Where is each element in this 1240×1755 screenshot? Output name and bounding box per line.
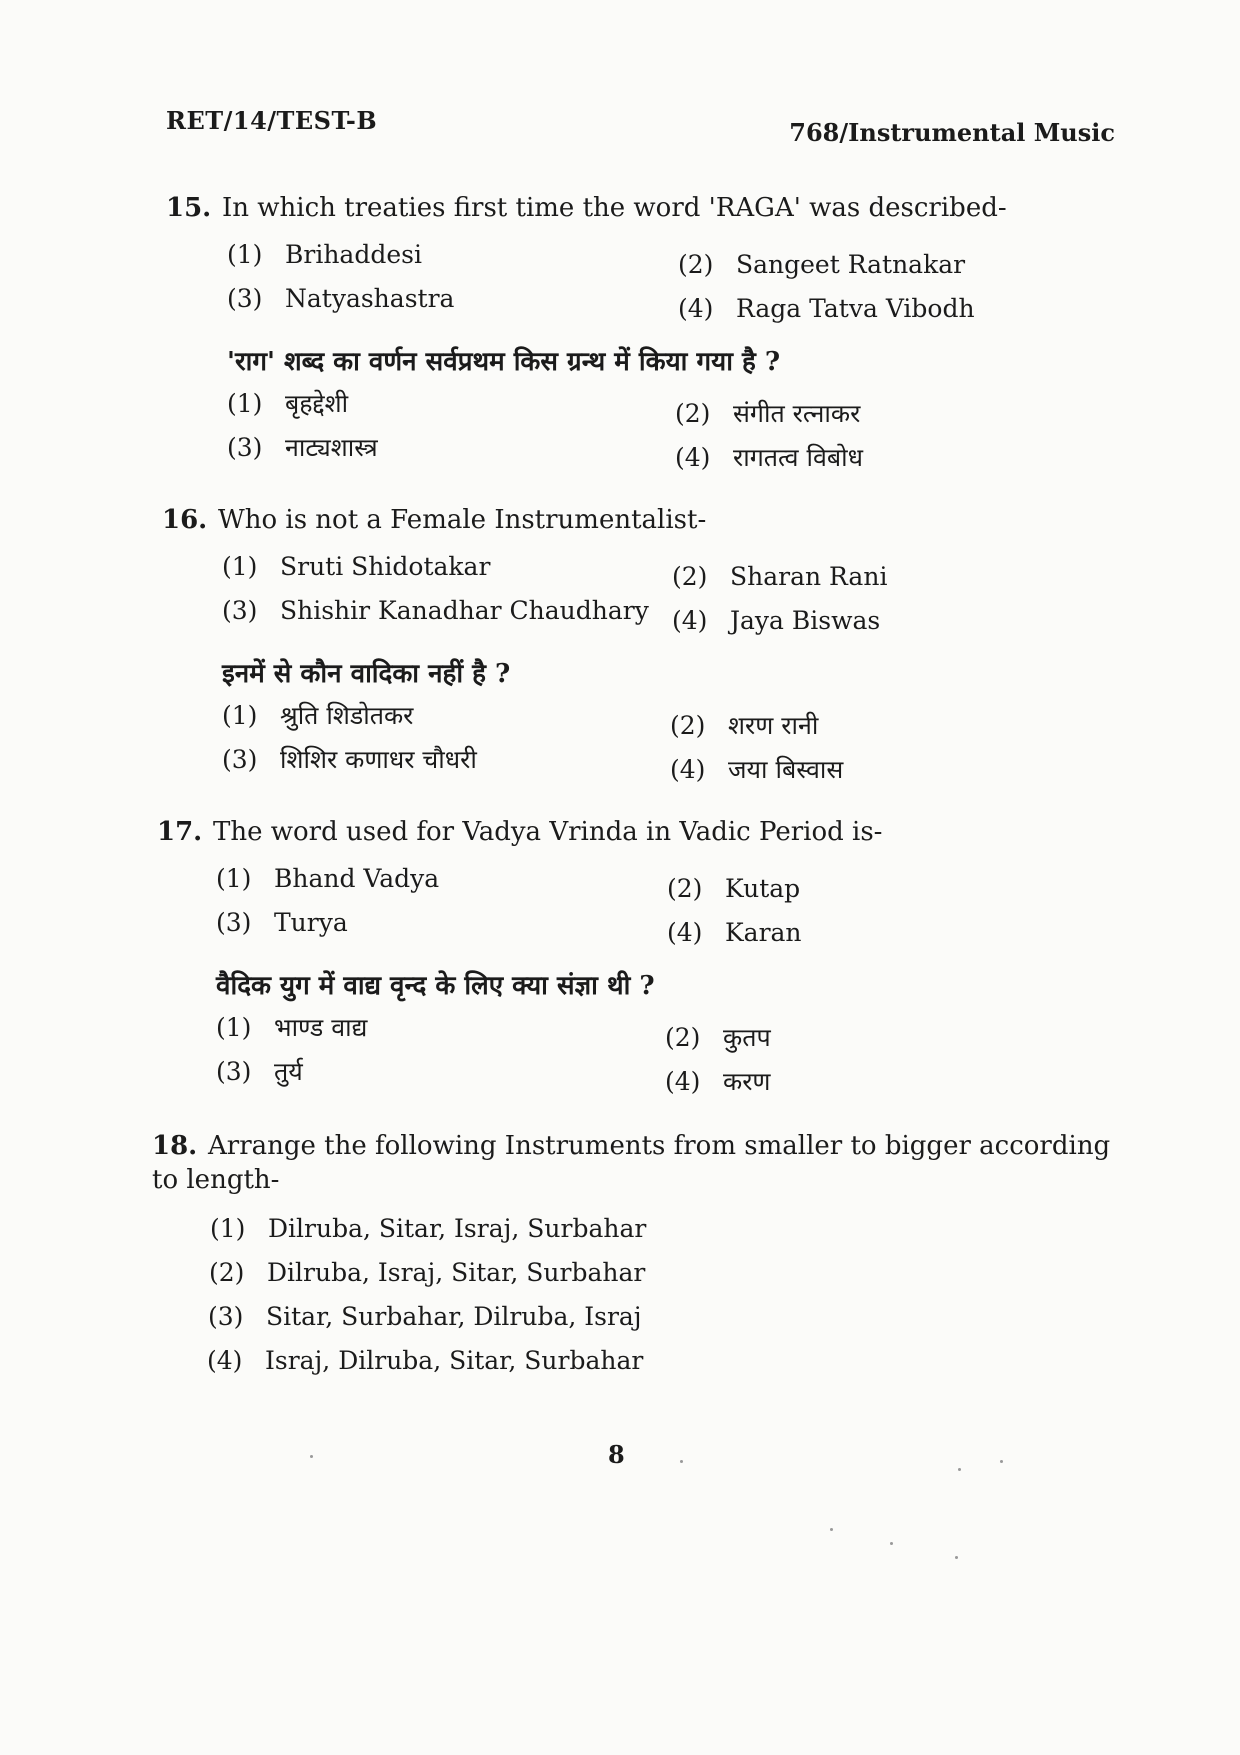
q16-hindi-text: इनमें से कौन वादिका नहीं है ? [222,659,511,689]
q15-hindi-option-2: (2) संगीत रत्नाकर [675,399,861,428]
header-left-code: RET/14/TEST-B [166,106,378,135]
scan-speck [890,1542,893,1545]
q16-hindi-option-4: (4) जया बिस्वास [670,755,844,784]
q15-hindi-option-4: (4) रागतत्व विबोध [675,443,863,472]
q16-option-2: (2) Sharan Rani [672,562,888,591]
scan-speck [1000,1460,1003,1463]
q17-hindi-option-2: (2) कुतप [665,1023,771,1052]
scan-speck [830,1528,833,1531]
question-number: 17. [157,817,203,847]
page-number: 8 [608,1440,625,1469]
q15-option-2: (2) Sangeet Ratnakar [678,250,966,279]
scan-speck [955,1556,958,1559]
header-right-subject: 768/Instrumental Music [789,118,1115,147]
q18-option-3: (3) Sitar, Surbahar, Dilruba, Israj [208,1302,642,1331]
q17-hindi-option-4: (4) करण [665,1067,771,1096]
question-text: Arrange the following Instruments from smaller to bigger according to length- [152,1131,1111,1195]
q15-hindi-option-1: (1) बृहद्देशी [227,389,349,418]
scan-speck [680,1460,683,1463]
q15-option-1: (1) Brihaddesi [227,240,422,269]
question-text: The word used for Vadya Vrinda in Vadic Period is- [213,817,883,847]
q15-option-4: (4) Raga Tatva Vibodh [678,294,975,323]
q17-hindi-option-1: (1) भाण्ड वाद्य [216,1013,368,1042]
q15-hindi-option-3: (3) नाट्यशास्त्र [227,433,378,462]
q17-hindi-text: वैदिक युग में वाद्य वृन्द के लिए क्या संज्ञा थी ? [216,971,655,1001]
q18-option-4: (4) Israj, Dilruba, Sitar, Surbahar [207,1346,644,1375]
q17-option-4: (4) Karan [667,918,802,947]
q15-hindi-text: 'राग' शब्द का वर्णन सर्वप्रथम किस ग्रन्थ में किया गया है ? [227,347,781,377]
question-16 [162,504,706,538]
q18-option-1: (1) Dilruba, Sitar, Israj, Surbahar [210,1214,647,1243]
question-17 [157,816,882,850]
q16-option-4: (4) Jaya Biswas [672,606,881,635]
q16-option-3: (3) Shishir Kanadhar Chaudhary [222,596,649,625]
scan-speck [310,1455,313,1458]
q15-option-3: (3) Natyashastra [227,284,455,313]
q16-option-1: (1) Sruti Shidotakar [222,552,491,581]
q17-option-2: (2) Kutap [667,874,801,903]
question-18 [152,1130,1112,1198]
question-number: 18. [152,1131,198,1161]
scan-speck [958,1468,961,1471]
q17-hindi-option-3: (3) तुर्य [216,1057,303,1086]
question-number: 16. [162,505,208,535]
q16-hindi-option-2: (2) शरण रानी [670,711,819,740]
q17-option-1: (1) Bhand Vadya [216,864,440,893]
question-text: In which treaties first time the word 'RAGA' was described- [222,193,1007,223]
q16-hindi-option-1: (1) श्रुति शिडोतकर [222,701,414,730]
q18-option-2: (2) Dilruba, Israj, Sitar, Surbahar [209,1258,646,1287]
q16-hindi-option-3: (3) शिशिर कणाधर चौधरी [222,745,477,774]
question-text: Who is not a Female Instrumentalist- [218,505,707,535]
q17-option-3: (3) Turya [216,908,348,937]
question-number: 15. [166,193,212,223]
question-15 [166,192,1007,226]
